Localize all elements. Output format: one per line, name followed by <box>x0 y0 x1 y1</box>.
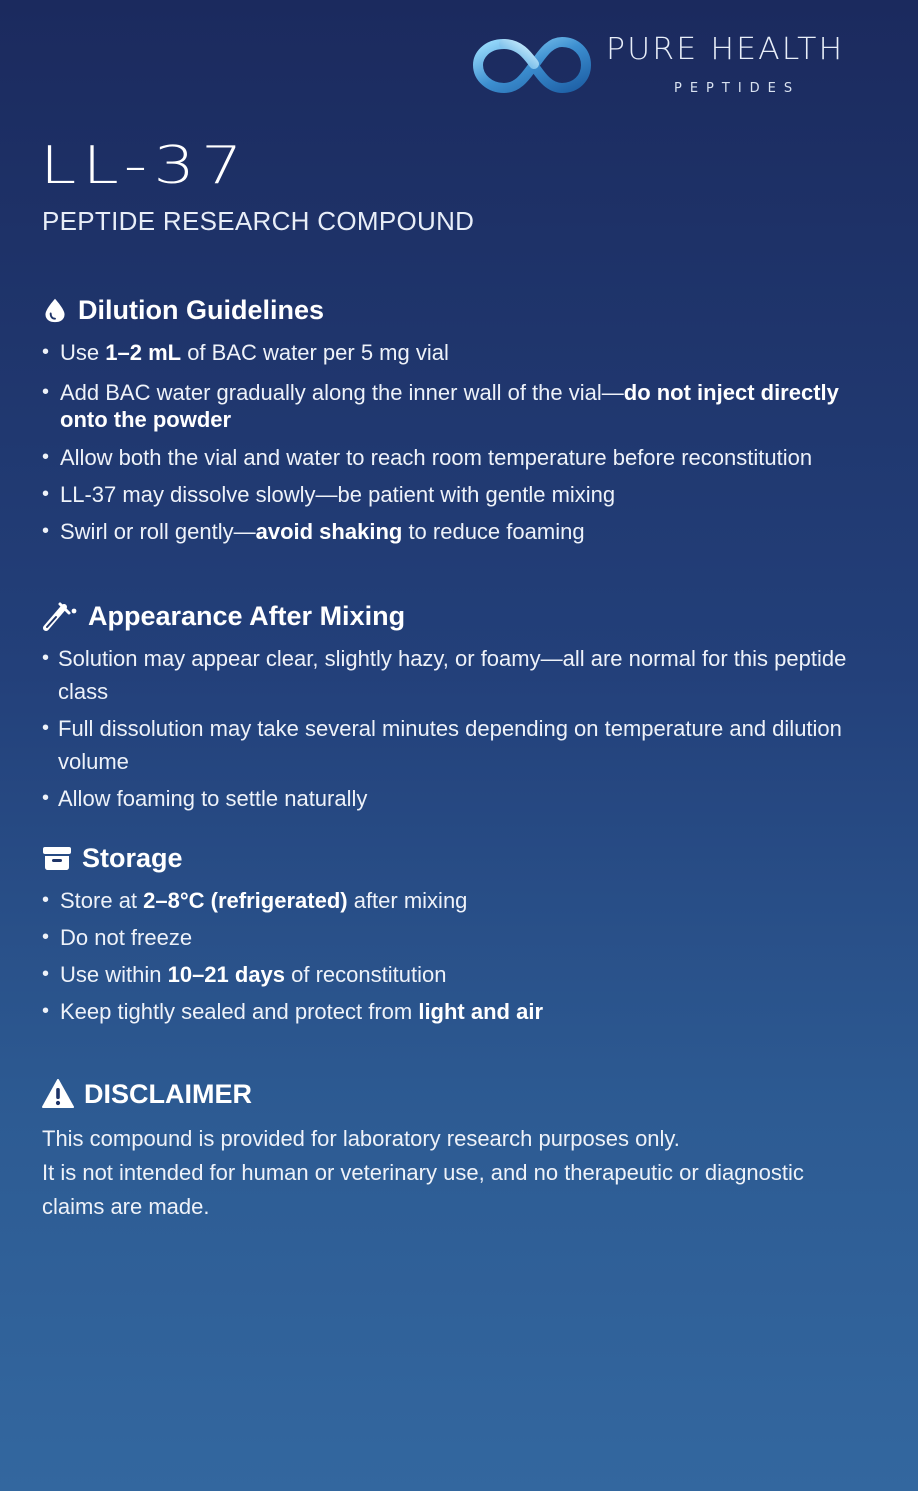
storage-section <box>42 838 872 1032</box>
section-heading <box>42 838 872 878</box>
list-item: • Add BAC water gradually along the inner wall of the vial—do not inject directly onto the powder <box>42 379 872 433</box>
section-heading <box>42 1074 842 1114</box>
dilution-section <box>42 290 872 552</box>
storage-heading: Storage <box>82 842 183 873</box>
section-heading <box>42 290 872 330</box>
list-item: • Do not freeze <box>42 921 872 954</box>
brand-name: PURE HEALTH <box>606 32 845 67</box>
disclaimer-section <box>42 1074 842 1224</box>
dilution-list <box>42 336 872 548</box>
storage-box-icon <box>42 843 72 873</box>
list-item: • Allow foaming to settle naturally <box>42 782 872 815</box>
dilution-heading: Dilution Guidelines <box>78 294 325 325</box>
disclaimer-line-1: This compound is provided for laboratory research purposes only. <box>42 1126 680 1151</box>
appearance-list <box>42 642 872 815</box>
brand-logo <box>472 30 882 102</box>
list-item: • Full dissolution may take several minutes depending on temperature and dilution volume <box>42 712 872 778</box>
warning-icon <box>42 1079 74 1109</box>
list-item: • Use within 10–21 days of reconstitution <box>42 958 872 991</box>
storage-list <box>42 884 872 1028</box>
list-item: • Allow both the vial and water to reach room temperature before reconstitution <box>42 441 872 474</box>
test-tube-icon <box>42 601 78 631</box>
disclaimer-text <box>42 1122 842 1224</box>
product-subtitle: PEPTIDE RESEARCH COMPOUND <box>42 206 475 236</box>
list-item: • Store at 2–8°C (refrigerated) after mixing <box>42 884 872 917</box>
list-item: • Use 1–2 mL of BAC water per 5 mg vial <box>42 336 872 369</box>
appearance-heading: Appearance After Mixing <box>88 600 406 631</box>
list-item: • Keep tightly sealed and protect from light and air <box>42 995 872 1028</box>
disclaimer-heading: DISCLAIMER <box>84 1078 252 1109</box>
droplet-icon <box>42 295 68 325</box>
appearance-section <box>42 596 872 819</box>
brand-tagline: PEPTIDES <box>674 81 801 96</box>
infinity-icon <box>472 30 592 100</box>
list-item: • LL-37 may dissolve slowly—be patient with gentle mixing <box>42 478 872 511</box>
list-item: • Solution may appear clear, slightly hazy, or foamy—all are normal for this peptide class <box>42 642 872 708</box>
list-item: • Swirl or roll gently—avoid shaking to reduce foaming <box>42 515 872 548</box>
section-heading <box>42 596 872 636</box>
disclaimer-line-2: It is not intended for human or veterinary use, and no therapeutic or diagnostic claims are made. <box>42 1160 804 1219</box>
product-title: LL-37 <box>40 136 249 196</box>
